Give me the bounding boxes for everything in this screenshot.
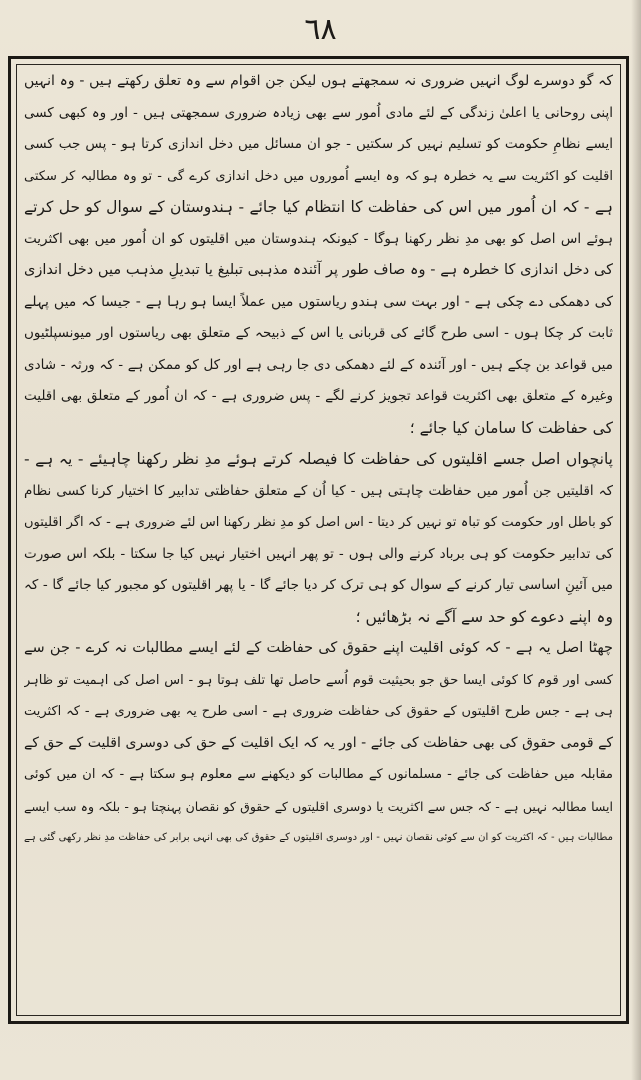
- page-edge-shadow: [631, 0, 641, 1080]
- page-number: ٦٨: [304, 12, 337, 47]
- paragraph-end-line: کی حفاظت کا سامان کیا جائے ؛: [409, 418, 613, 437]
- text-line: ہی ہے - جس طرح اقلیتوں کے حقوق کی حفاظت ضروری ہے - اسی طرح یہ بھی ضروری ہے - کہ اکثریت: [24, 704, 613, 719]
- text-line: کی تدابیر حکومت کو ہی برباد کرنے والی ہوں - تو پھر انہیں اختیار نہیں کیا جا سکتا - بلکہ اس صورت: [24, 545, 613, 562]
- text-line: کی دھمکی دے چکی ہے - اور بہت سی ہندو ریاستوں میں عملاً ایسا ہو رہا ہے - جیسا کہ میں پہلے: [24, 293, 613, 310]
- text-line: ثابت کر چکا ہوں - اسی طرح گائے کی قربانی یا اس کے ذبیحہ کے متعلق بھی ریاستوں اور میونسپلٹیوں: [24, 325, 613, 341]
- text-line: ایسے نظامِ حکومت کو تسلیم نہیں کر سکتیں - جو ان مسائل میں دخل اندازی کرتا ہو - پس جب کسی: [24, 136, 613, 152]
- text-line: ایسا مطالبہ نہیں ہے - کہ جس سے اکثریت یا دوسری اقلیتوں کے حقوق کو نقصان پہنچتا ہو - بلکہ وہ سب ایسے: [24, 798, 613, 814]
- paragraph-start-line: پانچواں اصل جسے اقلیتوں کی حفاظت کا فیصلہ کرتے ہوئے مدِ نظر رکھنا چاہیئے - یہ ہے -: [24, 450, 613, 468]
- text-line: میں قواعد بن چکے ہیں - اور آئندہ کے لئے دھمکی دی جا رہی ہے اور کل کو ممکن ہے - کہ ورثہ - شادی: [24, 356, 613, 373]
- text-line: کہ گو دوسرے لوگ انہیں ضروری نہ سمجھتے ہوں لیکن جن اقوام سے وہ تعلق رکھتے ہیں - وہ انہیں: [24, 73, 613, 89]
- text-line: کہ اقلیتیں جن اُمور میں حفاظت چاہتی ہیں - کیا اُن کے متعلق حفاظتی تدابیر کا اختیار کرنا کسی نظام: [24, 482, 613, 499]
- text-line: مطالبات ہیں - کہ اکثریت کو ان سے کوئی نقصان نہیں - اور دوسری اقلیتوں کے حقوق کی بھی انہی برابر کی حفاظت مدِ نظر رکھی گئی ہے: [24, 832, 613, 843]
- text-line: میں آئینِ اساسی تیار کرنے کے سوال کو ہی ترک کر دیا جائے گا - یا پھر اقلیتوں کو مجبور کیا جائے گا - کہ: [24, 577, 613, 593]
- text-line: ہے - کہ ان اُمور میں اس کی حفاظت کا انتظام کیا جائے - ہندوستان کے سوال کو حل کرتے: [24, 198, 613, 216]
- text-line: وغیرہ کے متعلق بھی اکثریت قواعد تجویز کرنے لگے - پس ضروری ہے - کہ ان اُمور کے متعلق بھی اقلیت: [24, 388, 613, 404]
- text-line: اپنی روحانی یا اعلیٰ زندگی کے لئے مادی اُمور سے بھی زیادہ ضروری سمجھتی ہیں - اور وہ کبھی کسی: [24, 104, 613, 121]
- text-line: کسی اور قوم کا کوئی ایسا حق جو بحیثیت قوم اُسے حاصل تھا تلف ہوتا ہو - اس اصل کی اہمیت تو ظاہر: [24, 672, 613, 688]
- text-line: اقلیت کو اکثریت سے یہ خطرہ ہو کہ وہ ایسے اُموروں میں دخل اندازی کرے گی - تو وہ مطالبہ کر سکتی: [24, 168, 613, 184]
- text-line: ہوئے اس اصل کو بھی مدِ نظر رکھنا ہوگا - کیونکہ ہندوستان میں اقلیتوں کو ان اُمور میں بھی اکثریت: [24, 230, 613, 247]
- text-line: کی دخل اندازی کا خطرہ ہے - وہ صاف طور پر آئندہ مذہبی تبلیغ یا تبدیلِ مذہب میں دخل اندازی: [24, 262, 613, 278]
- text-line: کو باطل اور حکومت کو تباہ تو نہیں کر دیتا - اس اصل کو مدِ نظر رکھنا اس لئے ضروری ہے - کہ اگر اقلیتوں: [24, 515, 613, 530]
- body-text: [24, 66, 613, 1014]
- text-line: مقابلہ میں حفاظت کی جائے - مسلمانوں کے مطالبات کو دیکھنے سے معلوم ہو سکتا ہے - کہ ان میں کوئی: [24, 767, 613, 782]
- paragraph-start-line: چھٹا اصل یہ ہے - کہ کوئی اقلیت اپنے حقوق کی حفاظت کے لئے ایسے مطالبات نہ کرے - جن سے: [24, 640, 613, 656]
- text-line: کے قومی حقوق کی بھی حفاظت کی جائے - اور یہ کہ ایک اقلیت کے حق کی دوسری اقلیت کے حق کے: [24, 734, 613, 751]
- paragraph-end-line: وہ اپنے دعوے کو حد سے آگے نہ بڑھائیں ؛: [355, 607, 613, 626]
